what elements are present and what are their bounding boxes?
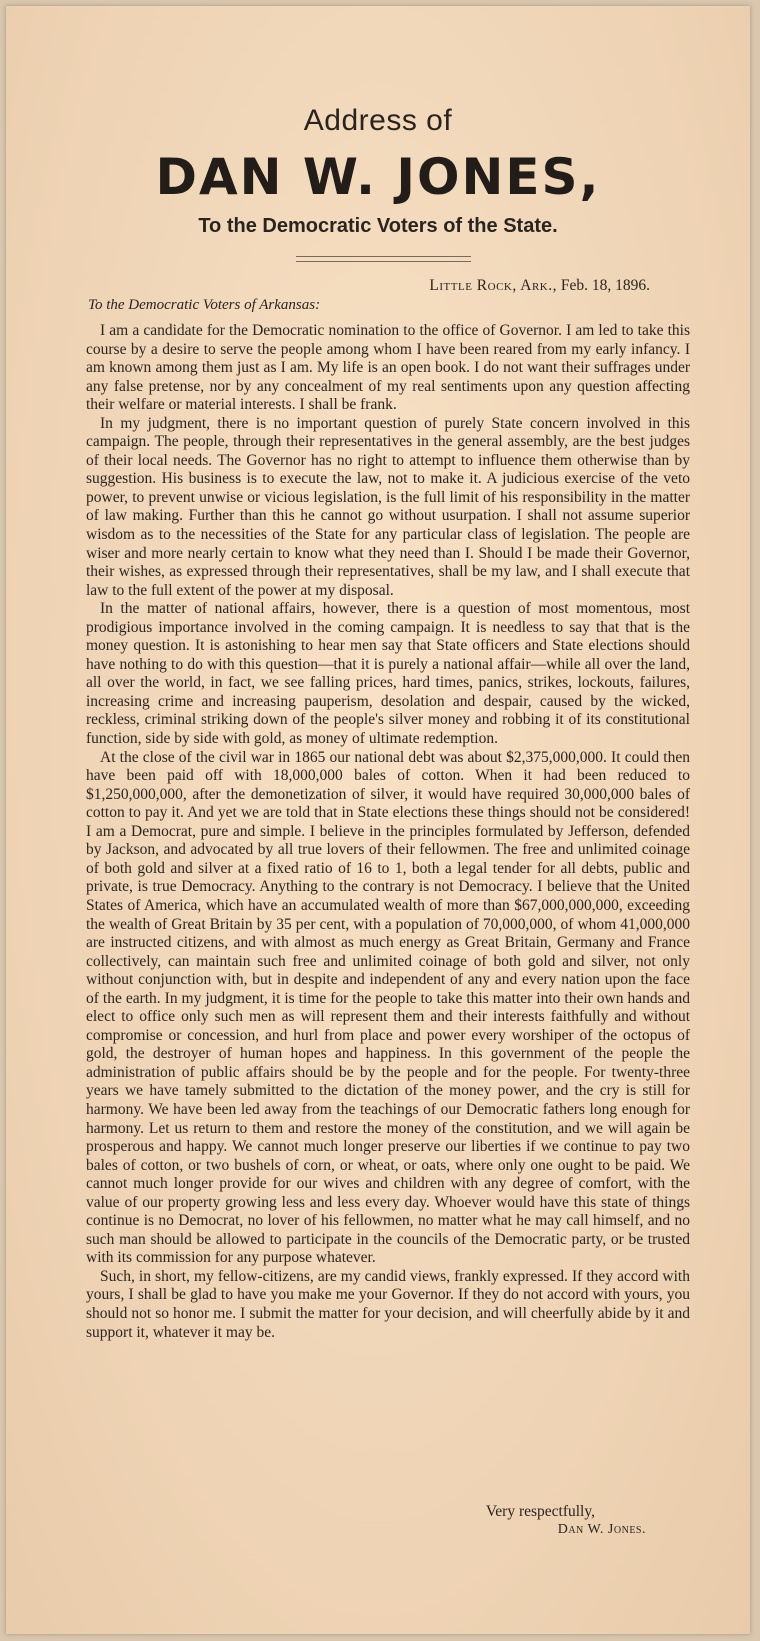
paragraph-4: At the close of the civil war in 1865 our national debt was about $2,375,000,000. It could then have been paid off with 18,000,000 bales of cotton. When it had been reduced to $1,250,000,000, after the demonetization of silver, it would have required 30,000,000 bales of cotton to pay it. And yet we are told that in State elections these things should not be considered! I am a Democrat, pure and simple. I believe in the principles formulated by Jefferson, defended by Jackson, and advocated by all true lovers of their fellowmen. The free and unlimited coinage of both gold and silver at a fixed ratio of 16 to 1, both a legal tender for all debts, public and private, is true Democracy. Anything to the contrary is not Democracy. I believe that the United States of America, which have an accumulated wealth of more than $67,000,000,000, exceeding the wealth of Great Britain by 35 per cent, with a population of 70,000,000, of whom 41,000,000 are instructed citizens, and with almost as much energy as Great Britain, Germany and France collectively, can maintain such free and unlimited coinage of both gold and silver, not only without conjunction with, but in despite and independent of any and every nation upon the face of the earth. In my judgment, it is time for the people to take this matter into their own hands and elect to office only such men as will represent them and their interests faithfully and without compromise or concession, and hurl from place and power every worshiper of the octopus of gold, the destroyer of human hopes and happiness. In this government of the people the administration of public affairs should be by the people and for the people. For twenty-three years we have tamely submitted to the dictation of the money power, and the cry is still for harmony. We have been led away from the teachings of our Democratic fathers long enough for harmony. Let us return to them and restore the money of the constitution, and we will again be prosperous and happy. We cannot much longer preserve our liberties if we continue to pay two bales of cotton, or two bushels of corn, or wheat, or oats, where only one ought to be paid. We cannot much longer provide for our wives and children with any degree of comfort, with the value of our property growing less and less every day. Whoever would have this state of things continue is no Democrat, no lover of his fellowmen, no matter what he may call himself, and no such man should be allowed to participate in the councils of the Democratic party, or be trusted with its commission for any purpose whatever. bbox=[86, 748, 690, 1267]
double-rule-divider bbox=[296, 256, 471, 262]
paragraph-1: I am a candidate for the Democratic nomination to the office of Governor. I am led to take this course by a desire to serve the people among whom I have been reared from my early infancy. I am known among them just as I am. My life is an open book. I do not want their suffrages under any false pretense, nor by any concealment of my real sentiments upon any question affecting their welfare or material interests. I shall be frank. bbox=[86, 322, 690, 414]
heading-audience: To the Democratic Voters of the State. bbox=[198, 215, 558, 237]
heading-name: DAN W. JONES, bbox=[155, 148, 601, 206]
paragraph-5: Such, in short, my fellow-citizens, are my candid views, frankly expressed. If they accord with yours, I shall be glad to have you make me your Governor. If they do not accord with yours, you should not so honor me. I submit the matter for your decision, and will cheerfully abide by it and support it, whatever it may be. bbox=[86, 1267, 690, 1341]
dateline-date: Feb. 18, 1896. bbox=[560, 277, 650, 294]
dateline bbox=[429, 277, 650, 295]
closing: Very respectfully, bbox=[485, 1503, 595, 1520]
letter-body bbox=[86, 322, 690, 1342]
signature: Dan W. Jones. bbox=[557, 1522, 646, 1537]
salutation: To the Democratic Voters of Arkansas: bbox=[88, 297, 321, 313]
paragraph-3: In the matter of national affairs, however, there is a question of most momentous, most prodigious importance involved in the coming campaign. It is needless to say that that is the money question. It is astonishing to hear men say that State officers and State elections should have nothing to do with this question—that it is purely a national affair—while all over the land, all over the world, in fact, we see falling prices, hard times, panics, strikes, lockouts, failures, increasing crime and increasing pauperism, desolation and despair, caused by the wicked, reckless, criminal striking down of the people's silver money and robbing it of its constitutional function, side by side with gold, as money of ultimate redemption. bbox=[86, 600, 690, 748]
paragraph-2: In my judgment, there is no important question of purely State concern involved in this campaign. The people, through their representatives in the general assembly, are the best judges of their local needs. The Governor has no right to attempt to influence them otherwise than by suggestion. His business is to execute the law, not to make it. A judicious exercise of the veto power, to prevent unwise or vicious legislation, is the full limit of his responsibility in the matter of law making. Further than this he cannot go without usurpation. I shall not assume superior wisdom as to the necessities of the State for any particular class of legislation. The people are wiser and more nearly certain to know what they need than I. Should I be made their Governor, their wishes, as expressed through their representatives, shall be my law, and I shall execute that law to the full extent of the power at my disposal. bbox=[86, 414, 690, 599]
heading-address-of: Address of bbox=[303, 104, 453, 137]
dateline-place: Little Rock, Ark., bbox=[429, 277, 557, 294]
document-sheet bbox=[6, 6, 750, 1634]
